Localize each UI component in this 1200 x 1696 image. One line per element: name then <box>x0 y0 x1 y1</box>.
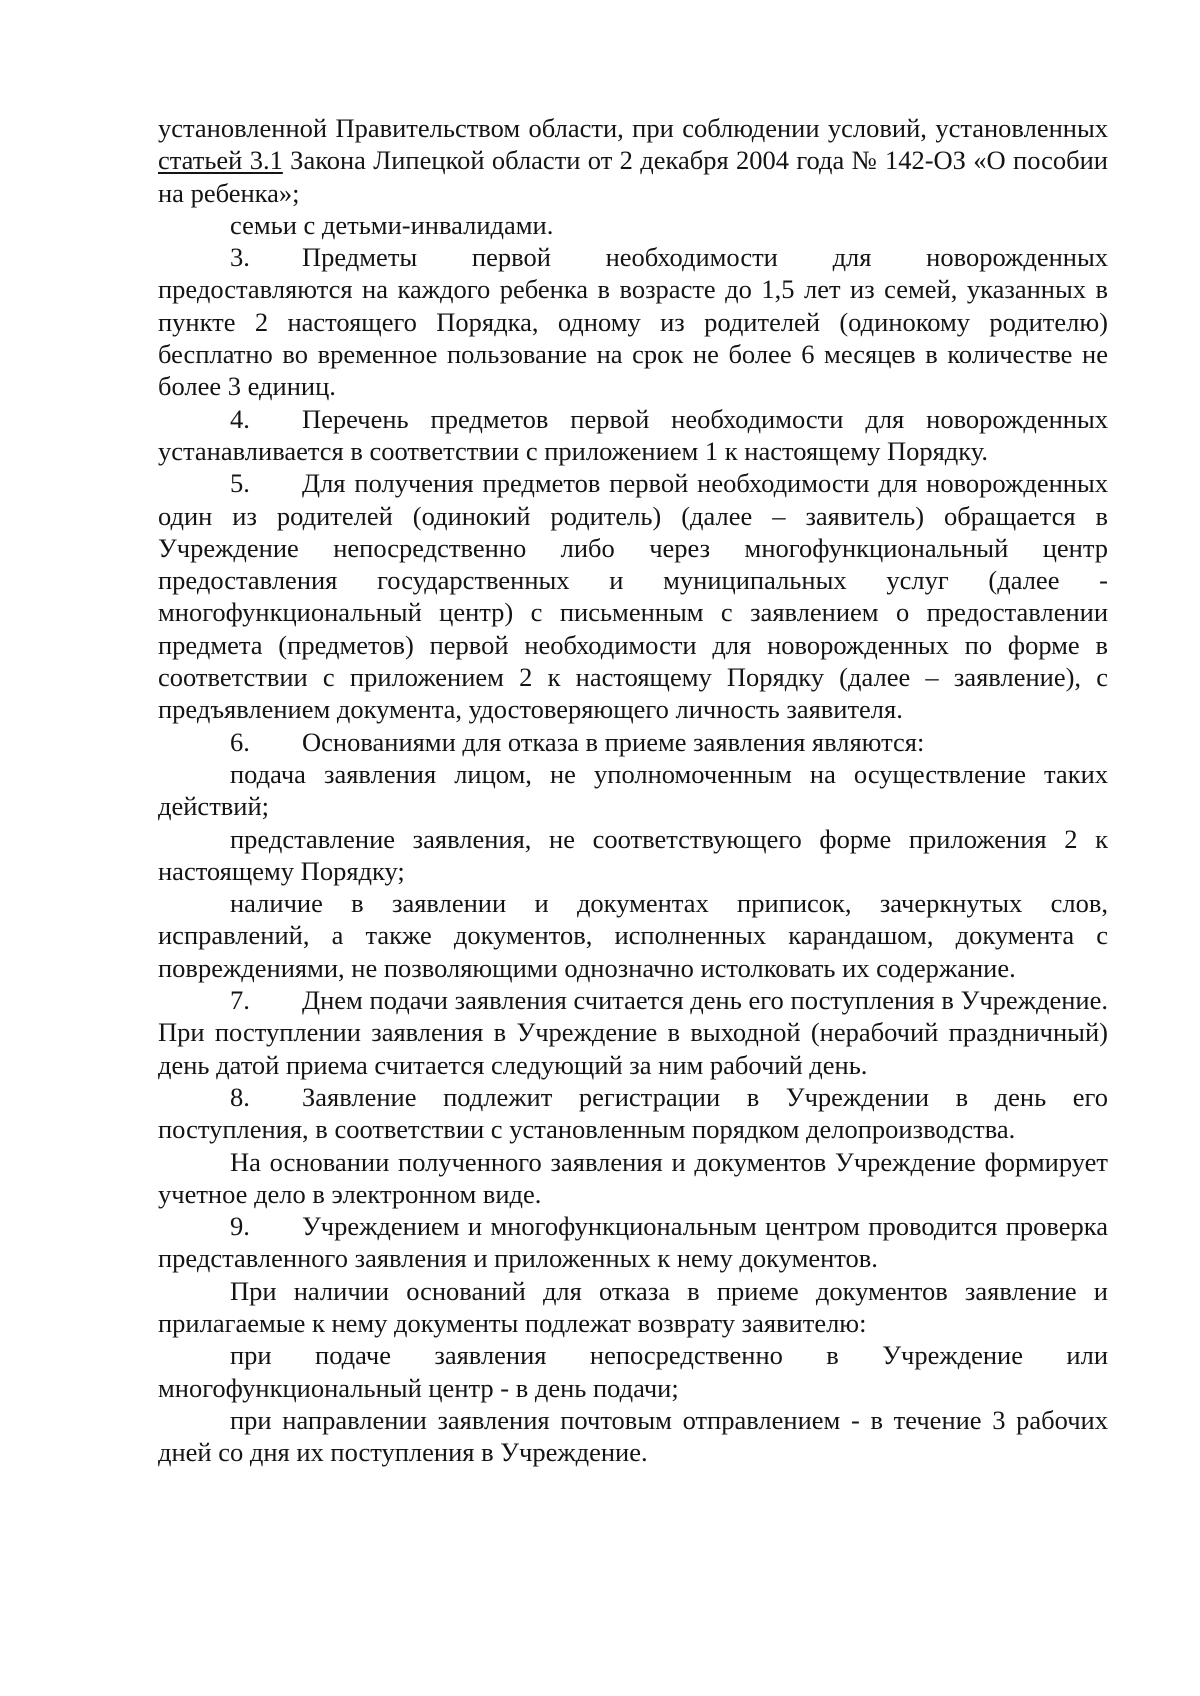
paragraph-text: На основании полученного заявления и документов Учреждение формирует учетное дело в электронном виде. <box>158 1146 1108 1209</box>
paragraph-text: Днем подачи заявления считается день его поступления в Учреждение. При поступлении заявления в Учреждение в выходной (нерабочий праздничный) день датой приема считается следующий за ним рабочий день. <box>158 985 1108 1080</box>
paragraph-number: 7. <box>230 985 250 1016</box>
paragraph-text: семьи с детьми-инвалидами. <box>230 209 554 240</box>
paragraph-item-6 <box>158 726 1108 758</box>
paragraph-number: 5. <box>230 468 250 499</box>
paragraph-text: Заявление подлежит регистрации в Учреждении в день его поступления, в соответствии с установленным порядком делопроизводства. <box>158 1081 1108 1145</box>
paragraph-item-6-b <box>158 823 1108 888</box>
paragraph-number: 3. <box>230 242 250 273</box>
paragraph-text: представление заявления, не соответствующего форме приложения 2 к настоящему Порядку; <box>158 823 1108 886</box>
paragraph-item-9 <box>158 1210 1108 1275</box>
paragraph-number: 6. <box>230 726 250 757</box>
paragraph-text: Учреждением и многофункциональным центром проводится проверка представленного заявления и приложенных к нему документов. <box>158 1211 1108 1274</box>
paragraph-text: установленной Правительством области, при соблюдении условий, установленных <box>158 113 1108 143</box>
paragraph-item-9-a <box>158 1275 1108 1340</box>
document-page <box>158 112 1108 1468</box>
paragraph-text: при подаче заявления непосредственно в Учреждение или многофункциональный центр - в день подачи; <box>158 1340 1108 1403</box>
paragraph-text: Основаниями для отказа в приеме заявления являются: <box>302 726 925 757</box>
paragraph-text: наличие в заявлении и документах приписок, зачеркнутых слов, исправлений, а также документов, исполненных карандашом, документа с повреждениями, не позволяющими однозначно истолковать их содержание. <box>158 888 1108 983</box>
law-article-link[interactable]: статьей 3.1 <box>158 145 283 176</box>
paragraph-number: 4. <box>230 403 250 434</box>
paragraph-p2 <box>158 209 1108 241</box>
paragraph-item-8 <box>158 1081 1108 1146</box>
paragraph-item-5 <box>158 467 1108 725</box>
paragraph-item-7 <box>158 984 1108 1081</box>
paragraph-text: Предметы первой необходимости для новорожденных предоставляются на каждого ребенка в возрасте до 1,5 лет из семей, указанных в пункте 2 настоящего Порядка, одному из родителей (одинокому родителю) бесплатно во временное пользование на срок не более 6 месяцев в количестве не более 3 единиц. <box>158 242 1108 402</box>
paragraph-number: 9. <box>230 1211 250 1242</box>
paragraph-item-6-a <box>158 758 1108 823</box>
paragraph-item-9-c <box>158 1404 1108 1469</box>
paragraph-p1 <box>158 112 1108 209</box>
paragraph-text: Перечень предметов первой необходимости для новорожденных устанавливается в соответствии с приложением 1 к настоящему Порядку. <box>158 403 1108 466</box>
paragraph-text: При наличии оснований для отказа в приеме документов заявление и прилагаемые к нему документы подлежат возврату заявителю: <box>158 1275 1108 1338</box>
paragraph-text: при направлении заявления почтовым отправлением - в течение 3 рабочих дней со дня их поступления в Учреждение. <box>158 1404 1108 1468</box>
paragraph-item-3 <box>158 241 1108 402</box>
paragraph-text: Для получения предметов первой необходимости для новорожденных один из родителей (одинокий родитель) (далее – заявитель) обращается в Учреждение непосредственно либо через многофункциональный центр предоставления государственных и муниципальных услуг (далее - многофункциональный центр) с письменным с заявлением о предоставлении предмета (предметов) первой необходимости для новорожденных по форме в соответствии с приложением 2 к настоящему Порядку (далее – заявление), с предъявлением документа, удостоверяющего личность заявителя. <box>158 468 1108 725</box>
paragraph-text: Закона Липецкой области от 2 декабря 2004 года № 142-ОЗ «О пособии на ребенка»; <box>158 145 1108 208</box>
paragraph-item-6-c <box>158 887 1108 984</box>
paragraph-text: подача заявления лицом, не уполномоченным на осуществление таких действий; <box>158 758 1108 822</box>
paragraph-item-9-b <box>158 1339 1108 1404</box>
paragraph-item-8-a <box>158 1146 1108 1211</box>
paragraph-item-4 <box>158 403 1108 468</box>
paragraph-number: 8. <box>230 1081 250 1112</box>
